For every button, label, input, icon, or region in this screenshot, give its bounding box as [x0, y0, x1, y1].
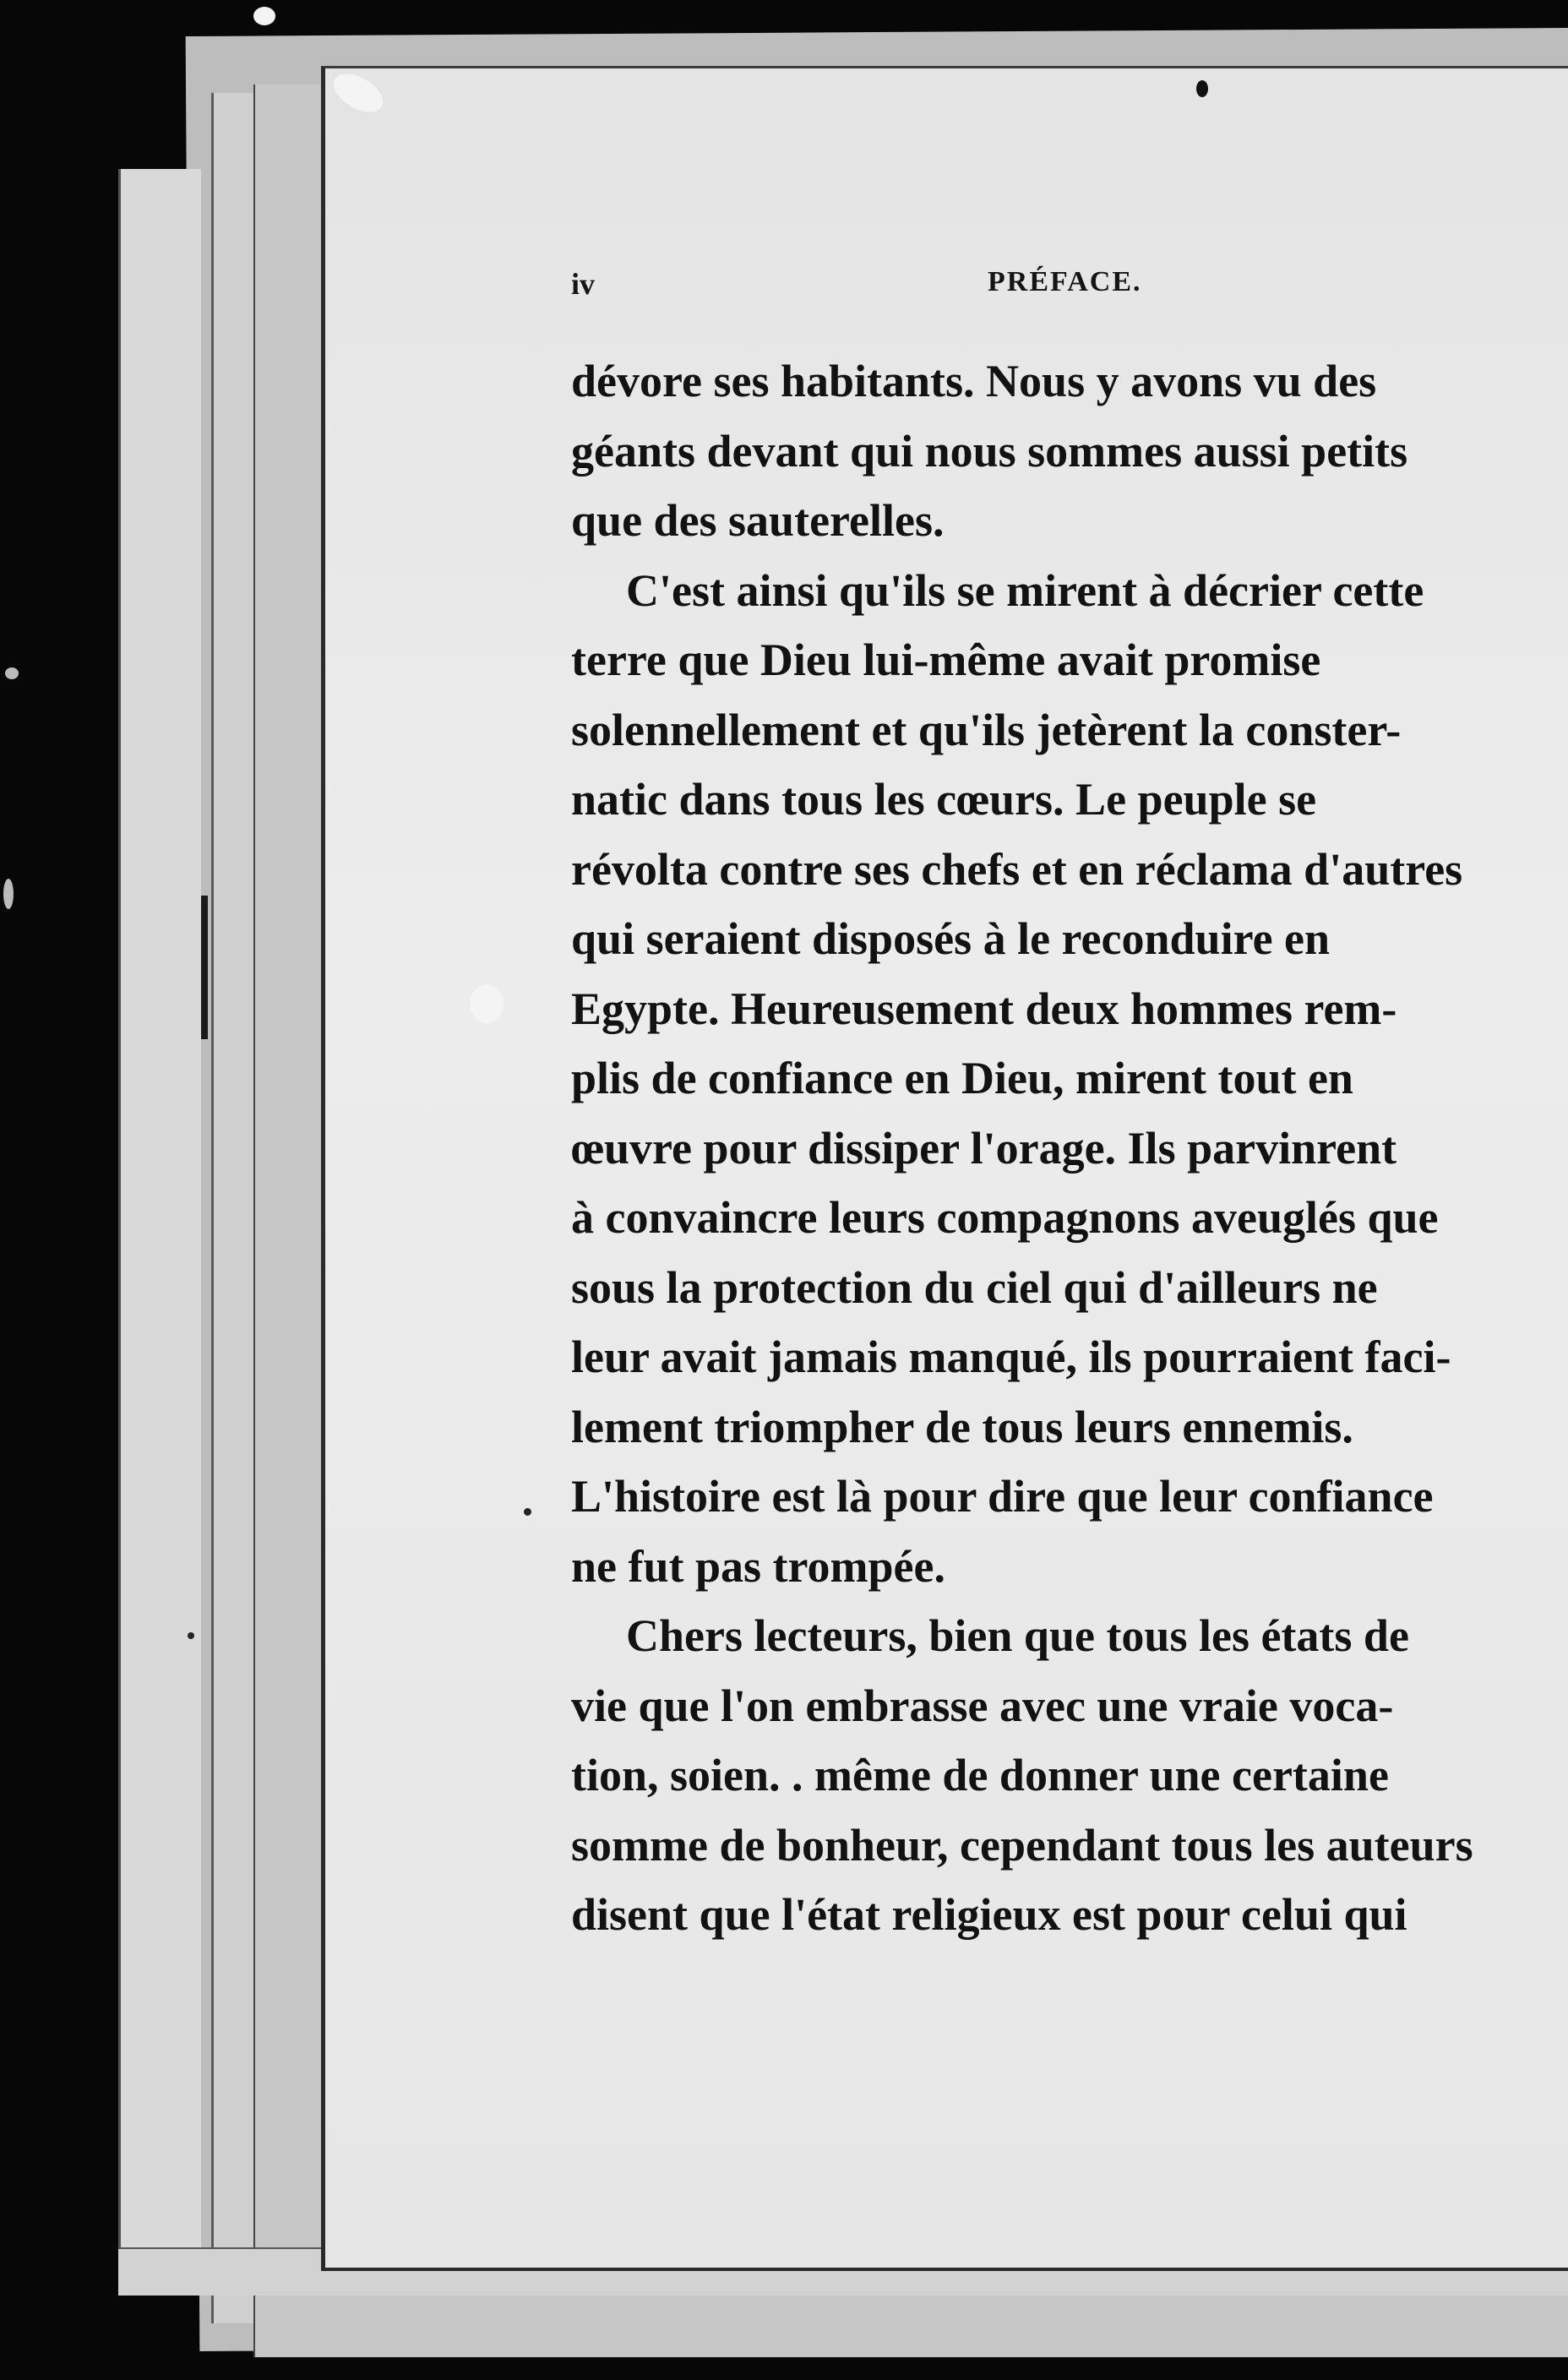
page-number: iv: [571, 267, 596, 301]
scan-speck: [1196, 80, 1208, 97]
text-line: œuvre pour dissiper l'orage. Ils parvinrent: [571, 1122, 1397, 1174]
page-text: [571, 346, 1568, 1950]
running-header: [571, 266, 1568, 308]
text-line: somme de bonheur, cependant tous les auteurs: [571, 1819, 1473, 1871]
text-line: plis de confiance en Dieu, mirent tout en: [571, 1053, 1353, 1103]
text-line: terre que Dieu lui-même avait promise: [571, 634, 1321, 685]
text-line: natic dans tous les cœurs. Le peuple se: [571, 774, 1317, 825]
running-title: PRÉFACE.: [988, 266, 1142, 297]
scan-speck: [3, 879, 14, 909]
scan-speck: [188, 1632, 194, 1639]
binding-mark: [201, 896, 208, 1039]
text-line: à convaincre leurs compagnons aveuglés que: [571, 1192, 1439, 1243]
text-line: sous la protection du ciel qui d'ailleurs ne: [571, 1261, 1378, 1313]
text-line: L'histoire est là pour dire que leur confiance: [571, 1471, 1434, 1522]
text-line: vie que l'on embrasse avec une vraie voca-: [571, 1680, 1394, 1731]
scan-speck: [253, 7, 275, 25]
text-line: C'est ainsi qu'ils se mirent à décrier cette: [626, 564, 1424, 616]
text-line: qui seraient disposés à le reconduire en: [571, 913, 1331, 964]
scan-speck: [5, 667, 19, 679]
text-line: Chers lecteurs, bien que tous les états de: [626, 1610, 1409, 1661]
page-stack-left-edge: [118, 169, 201, 2273]
text-line: que des sauterelles.: [571, 495, 945, 546]
text-line: géants devant qui nous sommes aussi petits: [571, 425, 1408, 477]
text-line: révolta contre ses chefs et en réclama d'autres: [571, 843, 1463, 895]
text-line: Egypte. Heureusement deux hommes rem-: [571, 983, 1397, 1034]
text-line: disent que l'état religieux est pour celui qui: [571, 1889, 1407, 1940]
scan-speck: [470, 984, 504, 1023]
text-line: tion, soien. . même de donner une certaine: [571, 1750, 1389, 1800]
text-line: dévore ses habitants. Nous y avons vu des: [571, 356, 1377, 406]
text-line: ne fut pas trompée.: [571, 1540, 945, 1592]
scan-speck: [524, 1508, 531, 1516]
text-line: lement triompher de tous leurs ennemis.: [571, 1401, 1353, 1452]
text-line: solennellement et qu'ils jetèrent la conster-: [571, 704, 1402, 755]
text-line: leur avait jamais manqué, ils pourraient faci-: [571, 1332, 1451, 1382]
